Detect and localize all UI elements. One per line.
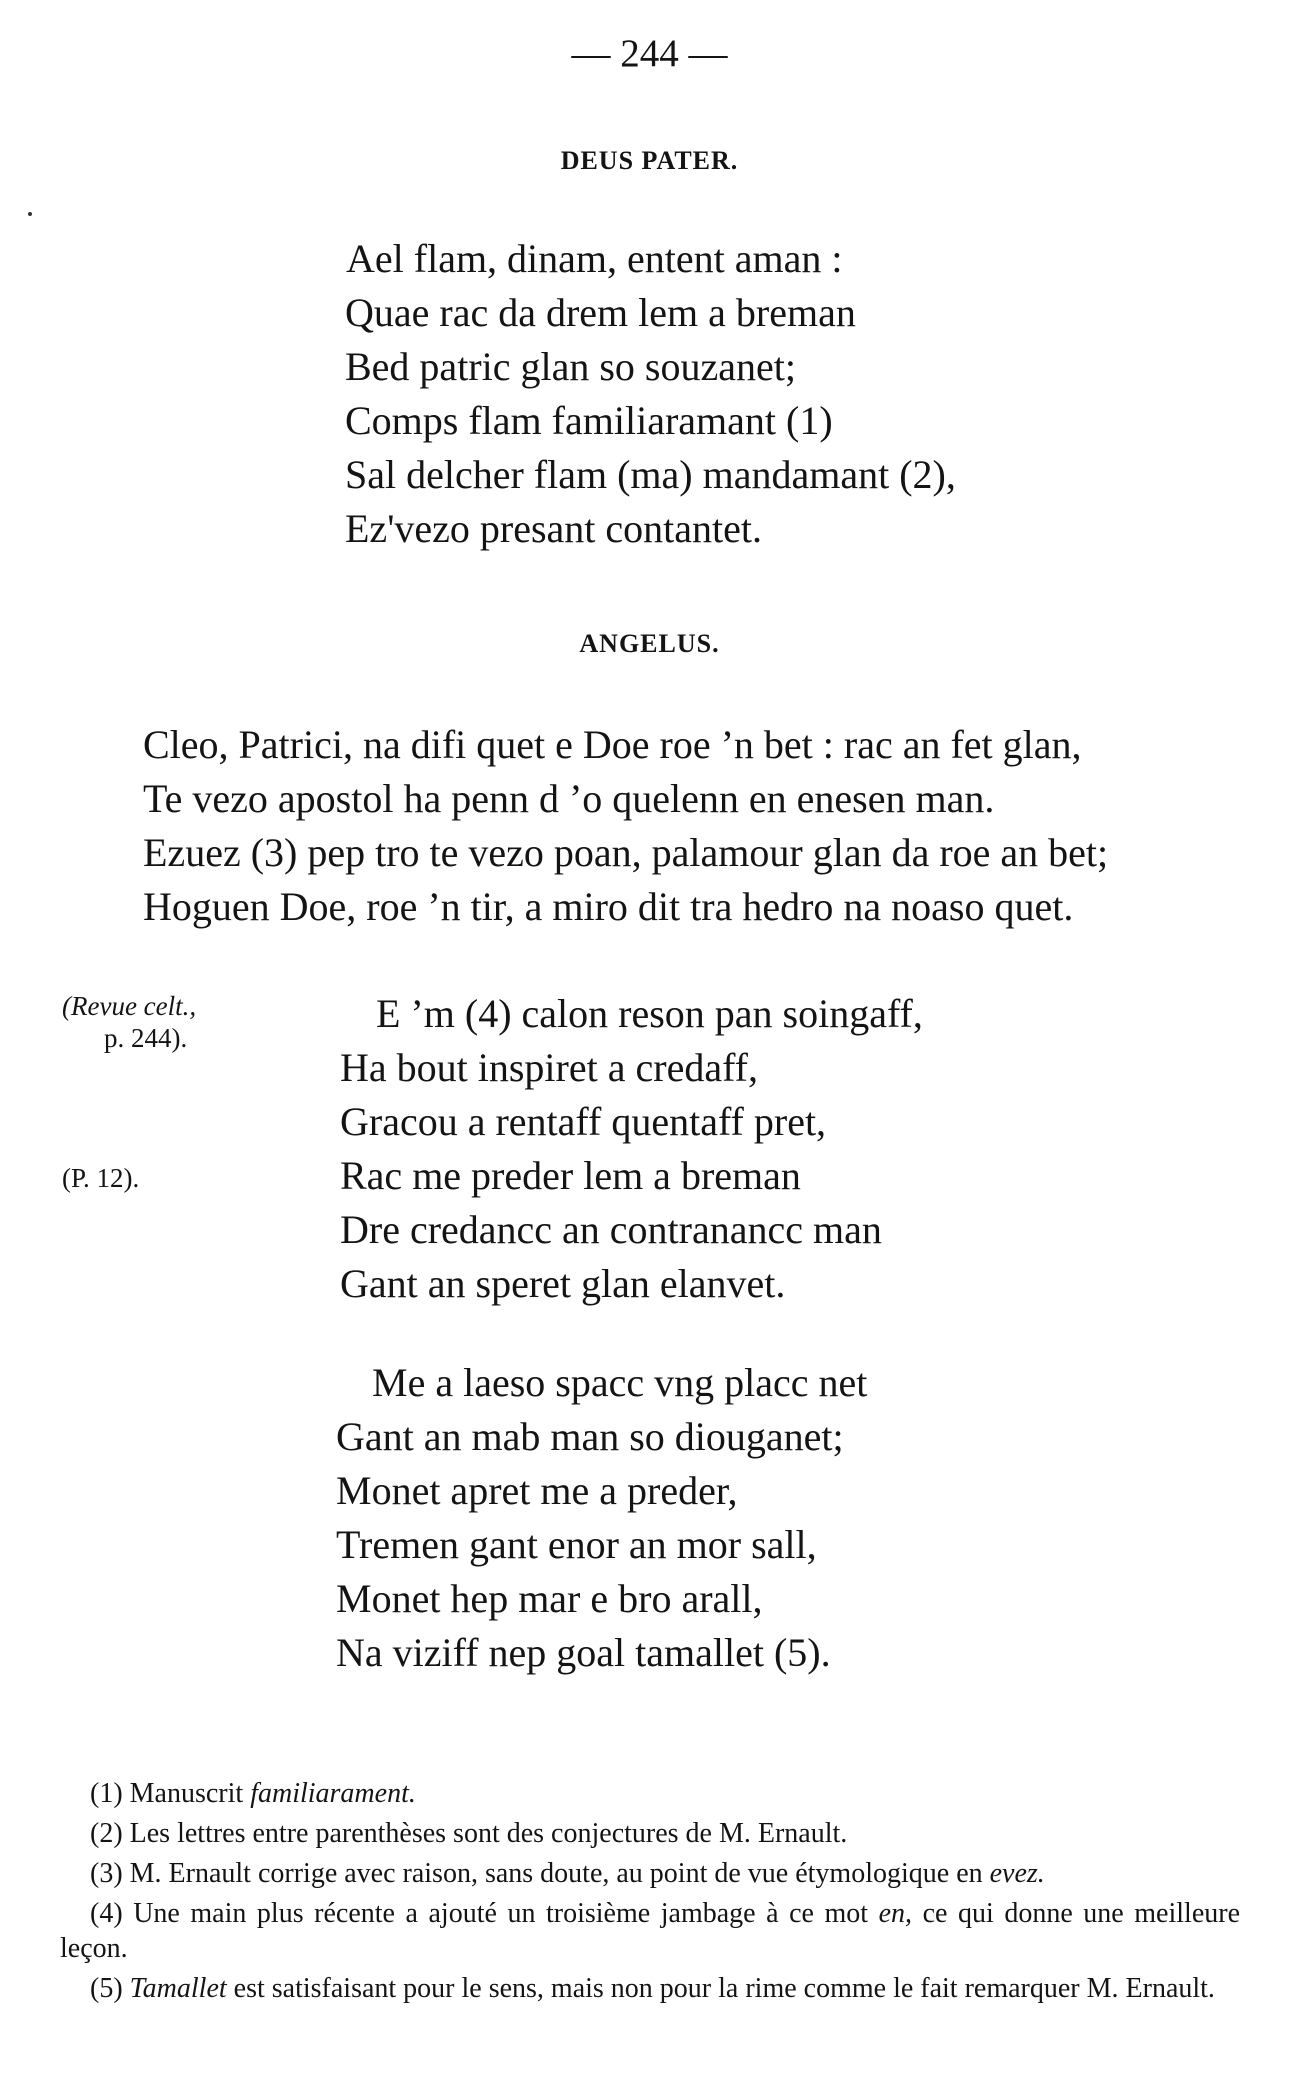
footnote-4 [60,1896,1240,1966]
margin-dot [28,212,32,216]
verse-line: Te vezo apostol ha penn d ’o quelenn en enesen man. [143,776,995,821]
footnote-text: (5) [90,1973,130,2004]
verse-line: Bed patric glan so souzanet; [345,344,796,389]
footnote-text: (4) Une main plus récente a ajouté un troisième jambage à ce mot [90,1898,879,1929]
verse-line: Quae rac da drem lem a breman [345,290,856,335]
verse-line: Tremen gant enor an mor sall, [336,1522,817,1567]
verse-line: Monet hep mar e bro arall, [336,1576,763,1621]
stanza-deus-pater [345,232,956,556]
verse-line: Dre credancc an contranancc man [340,1207,882,1252]
verse-line: E ’m (4) calon reson pan soingaff, [376,991,923,1036]
footnote-text: (2) Les lettres entre parenthèses sont des conjectures de M. Ernault. [90,1818,848,1849]
heading-angelus: ANGELUS. [579,629,720,658]
footnote-italic: en, [878,1898,913,1929]
verse-line: Ha bout inspiret a credaff, [340,1045,758,1090]
verse-line: Ezuez (3) pep tro te vezo poan, palamour glan da roe an bet; [143,830,1109,875]
footnote-text-after: est satisfaisant pour le sens, mais non pour la rime comme le fait remarquer M. Ernault. [226,1973,1215,2004]
side-note-revue-title: (Revue celt., [62,991,197,1021]
verse-line: Gant an speret glan elanvet. [340,1261,786,1306]
footnote-1 [60,1776,1240,1811]
footnote-text: (1) Manuscrit [90,1778,251,1809]
verse-line: Ez'vezo presant contantet. [345,506,763,551]
verse-line: Sal delcher flam (ma) mandamant (2), [345,452,956,497]
verse-line: Gracou a rentaff quentaff pret, [340,1099,827,1144]
footnote-text-after: ce qui donne une meilleure leçon. [60,1898,1240,1964]
verse-line: Ael flam, dinam, entent aman : [346,236,843,281]
stanza-four [336,1356,867,1680]
footnotes [60,1776,1240,2011]
verse-line: Hoguen Doe, roe ’n tir, a miro dit tra hedro na noaso quet. [143,884,1074,929]
heading-deus-pater: DEUS PATER. [560,146,739,175]
stanza-angelus [143,718,1108,934]
stanza-three [340,987,923,1311]
footnote-3 [60,1856,1240,1891]
footnote-italic: Tamallet [129,1973,227,2004]
footnote-italic: evez. [989,1858,1045,1889]
footnote-italic: familiarament. [250,1778,416,1809]
verse-line: Me a laeso spacc vng placc net [372,1360,868,1405]
side-note-p12: (P. 12). [62,1163,140,1193]
page-number: — 244 — [571,32,728,75]
footnote-2 [60,1816,1240,1851]
footnote-text: (3) M. Ernault corrige avec raison, sans doute, au point de vue étymologique en [90,1858,990,1889]
verse-line: Comps flam familiaramant (1) [345,398,833,443]
verse-line: Cleo, Patrici, na difi quet e Doe roe ’n bet : rac an fet glan, [143,722,1082,767]
side-note-revue-page: p. 244). [104,1023,188,1053]
verse-line: Rac me preder lem a breman [340,1153,801,1198]
side-note-revue [62,990,196,1054]
footnote-5 [60,1971,1240,2006]
verse-line: Na viziff nep goal tamallet (5). [336,1630,831,1675]
verse-line: Gant an mab man so diouganet; [336,1414,844,1459]
verse-line: Monet apret me a preder, [336,1468,738,1513]
